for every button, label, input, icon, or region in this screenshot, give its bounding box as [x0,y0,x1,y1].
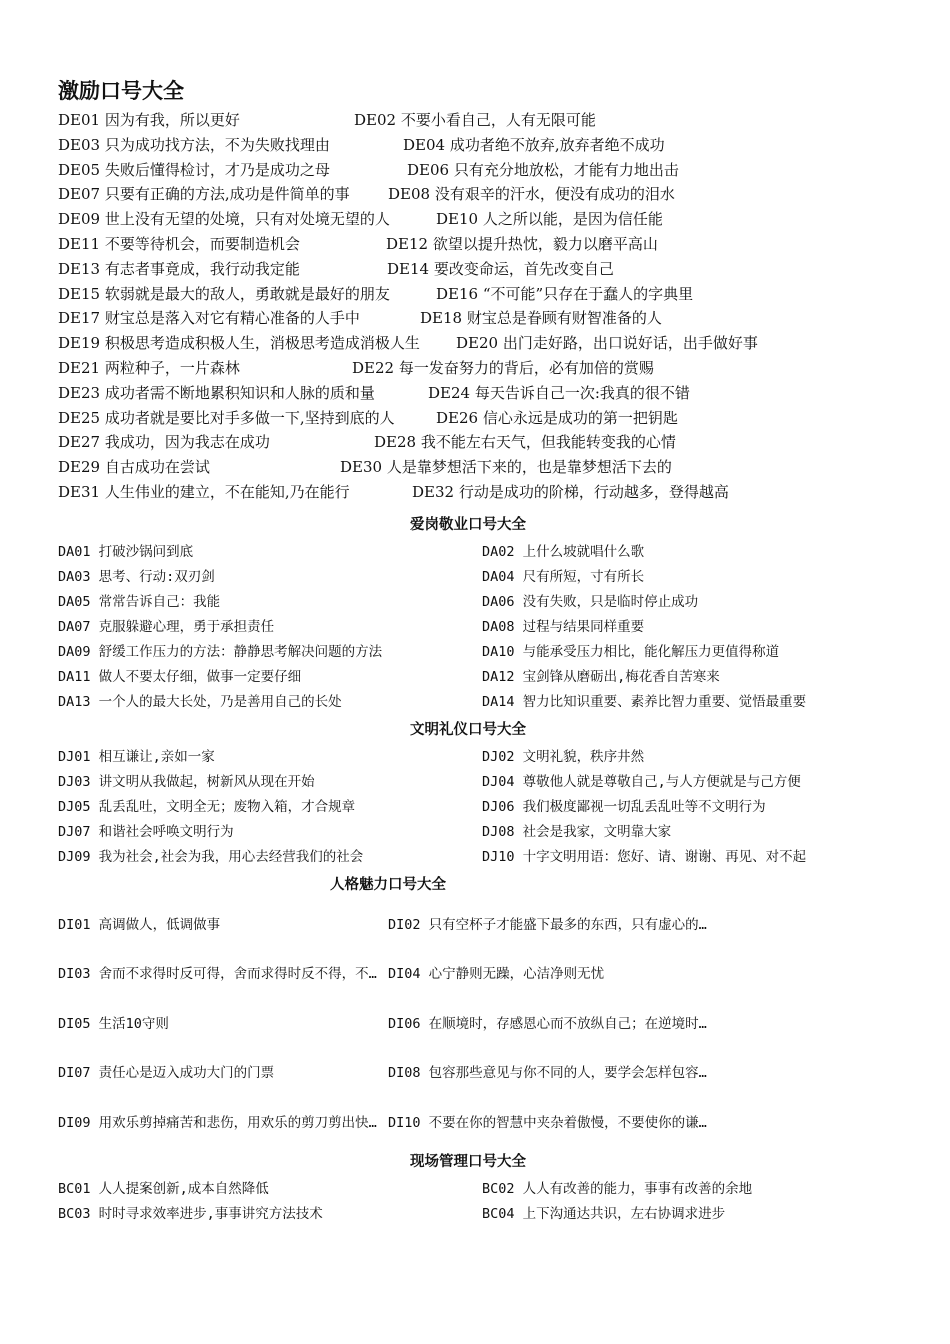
slogan-item: DE12 欲望以提升热忱，毅力以磨平高山 [386,234,658,253]
slogan-item: DJ02 文明礼貌，秩序井然 [482,748,645,765]
slogan-item: BC02 人人有改善的能力，事事有改善的余地 [482,1181,753,1198]
slogan-item: DE21 两粒种子，一片森林 [58,358,240,377]
slogan-item: DE14 要改变命运，首先改变自己 [387,259,614,278]
slogan-item: BC01 人人提案创新,成本自然降低 [58,1181,269,1198]
slogan-item: DJ08 社会是我家，文明靠大家 [482,823,672,840]
slogan-row [58,455,878,480]
slogan-row [58,540,878,565]
table-row [58,949,878,999]
slogan-row [58,331,878,356]
slogan-row [58,108,878,133]
slogan-item: DA07 克服躲避心理，勇于承担责任 [58,618,275,635]
renge-slogan-table [58,900,878,1148]
slogan-row [58,690,878,715]
motivation-slogan-list [58,108,878,505]
slogan-item: DE09 世上没有无望的处境，只有对处境无望的人 [58,210,390,229]
slogan-item: DA09 舒缓工作压力的方法：静静思考解决问题的方法 [58,643,383,660]
table-row [58,900,878,950]
slogan-item: DJ09 我为社会,社会为我，用心去经营我们的社会 [58,848,364,865]
section-title-aigang: 爱岗敬业口号大全 [410,516,526,533]
slogan-item: DA02 上什么坡就唱什么歌 [482,543,645,560]
slogan-item: DJ01 相互谦让,亲如一家 [58,748,215,765]
slogan-item: DJ03 讲文明从我做起，树新风从现在开始 [58,773,315,790]
slogan-item: DE22 每一发奋努力的背后，必有加倍的赏赐 [352,358,654,377]
slogan-item: DI05 生活10守则 [58,1015,169,1032]
slogan-item: DE16 “不可能”只存在于蠢人的字典里 [436,284,694,303]
slogan-row [58,745,878,770]
slogan-row [58,306,878,331]
slogan-item: DE24 每天告诉自己一次:我真的很不错 [428,383,690,402]
slogan-item: DE27 我成功，因为我志在成功 [58,433,270,452]
slogan-item: DI08 包容那些意见与你不同的人，要学会怎样包容… [388,1065,707,1081]
slogan-item: DA05 常常告诉自己：我能 [58,593,221,610]
slogan-item: BC03 时时寻求效率进步,事事讲究方法技术 [58,1206,323,1223]
slogan-item: DE13 有志者事竟成，我行动我定能 [58,259,300,278]
slogan-item: DE06 只有充分地放松，才能有力地出击 [407,160,679,179]
section-title-xianchang: 现场管理口号大全 [410,1154,526,1171]
slogan-item: DE07 只要有正确的方法,成功是件简单的事 [58,185,350,204]
slogan-row [58,770,878,795]
slogan-item: DI10 不要在你的智慧中夹杂着傲慢，不要使你的谦… [388,1114,707,1131]
slogan-item: DA13 一个人的最大长处，乃是善用自己的长处 [58,693,342,710]
table-cell [58,900,383,950]
slogan-item: DE10 人之所以能，是因为信任能 [436,210,663,229]
slogan-row [58,182,878,207]
slogan-row [58,590,878,615]
section-title-wenming: 文明礼仪口号大全 [410,721,526,738]
slogan-item: DA10 与能承受压力相比，能化解压力更值得称道 [482,643,780,660]
slogan-row [58,640,878,665]
slogan-item: DI06 在顺境时，存感恩心而不放纵自己；在逆境时… [388,1015,707,1032]
aigang-slogan-grid [58,540,878,715]
slogan-item: DE19 积极思考造成积极人生，消极思考造成消极人生 [58,334,420,353]
slogan-row [58,282,878,307]
page-title: 激励口号大全 [58,79,184,103]
slogan-row [58,207,878,232]
slogan-row [58,232,878,257]
slogan-row [58,158,878,183]
slogan-item: DA11 做人不要太仔细，做事一定要仔细 [58,668,302,685]
xianchang-slogan-grid [58,1177,878,1227]
table-cell [388,949,718,999]
slogan-item: DI03 舍而不求得时反可得，舍而求得时反不得，不… [58,966,377,982]
slogan-item: DJ04 尊敬他人就是尊敬自己,与人方便就是与己方便 [482,773,801,790]
slogan-item: DI09 用欢乐剪掉痛苦和悲伤，用欢乐的剪刀剪出快… [58,1114,377,1131]
slogan-row [58,665,878,690]
slogan-item: DA06 没有失败，只是临时停止成功 [482,593,699,610]
slogan-row [58,1177,878,1202]
table-cell [388,999,718,1049]
slogan-row [58,1202,878,1227]
slogan-item: DA14 智力比知识重要、素养比智力重要、觉悟最重要 [482,693,807,710]
slogan-row [58,845,878,870]
slogan-item: DE17 财宝总是落入对它有精心准备的人手中 [58,309,360,328]
slogan-item: DE03 只为成功找方法，不为失败找理由 [58,135,330,154]
slogan-item: DE11 不要等待机会，而要制造机会 [58,234,300,253]
table-cell [58,1048,383,1098]
slogan-item: DE25 成功者就是要比对手多做一下,坚持到底的人 [58,408,395,427]
slogan-row [58,565,878,590]
table-row [58,1098,878,1148]
slogan-item: DE15 软弱就是最大的敌人，勇敢就是最好的朋友 [58,284,390,303]
slogan-item: DE30 人是靠梦想活下来的，也是靠梦想活下去的 [340,458,672,477]
slogan-item: DI07 责任心是迈入成功大门的门票 [58,1065,275,1081]
slogan-item: DE28 我不能左右天气，但我能转变我的心情 [374,433,676,452]
slogan-item: DE02 不要小看自己，人有无限可能 [354,111,596,129]
slogan-item: DJ05 乱丢乱吐，文明全无；废物入箱，才合规章 [58,798,356,815]
slogan-row [58,795,878,820]
slogan-item: DE20 出门走好路，出口说好话，出手做好事 [456,334,758,353]
table-cell [388,1048,718,1098]
slogan-row [58,257,878,282]
table-cell [388,900,718,950]
slogan-item: DE05 失败后懂得检讨，才乃是成功之母 [58,160,330,179]
slogan-item: DE01 因为有我，所以更好 [58,111,240,129]
slogan-item: DA04 尺有所短，寸有所长 [482,568,645,585]
slogan-item: DA03 思考、行动:双刃剑 [58,568,215,585]
slogan-item: DJ10 十字文明用语：您好、请、谢谢、再见、对不起 [482,848,807,865]
slogan-item: DE26 信心永远是成功的第一把钥匙 [436,408,678,427]
slogan-item: DI01 高调做人，低调做事 [58,916,221,933]
slogan-row [58,356,878,381]
slogan-item: DE04 成功者绝不放弃,放弃者绝不成功 [403,135,665,154]
slogan-row [58,820,878,845]
section-title-renge: 人格魅力口号大全 [330,876,446,893]
slogan-row [58,615,878,640]
table-row [58,999,878,1049]
slogan-item: DA12 宝剑锋从磨砺出,梅花香自苦寒来 [482,668,720,685]
slogan-item: DI02 只有空杯子才能盛下最多的东西，只有虚心的… [388,916,707,933]
slogan-row [58,133,878,158]
table-cell [58,999,383,1049]
document-page [58,76,878,1227]
slogan-item: DJ06 我们极度鄙视一切乱丢乱吐等不文明行为 [482,798,766,815]
slogan-item: DE23 成功者需不断地累积知识和人脉的质和量 [58,383,375,402]
slogan-item: DE31 人生伟业的建立，不在能知,乃在能行 [58,482,350,501]
table-cell [388,1098,718,1148]
slogan-row [58,480,878,505]
table-row [58,1048,878,1098]
slogan-row [58,430,878,455]
slogan-item: BC04 上下沟通达共识，左右协调求进步 [482,1206,726,1223]
slogan-item: DJ07 和谐社会呼唤文明行为 [58,823,234,840]
slogan-item: DE29 自古成功在尝试 [58,458,210,477]
slogan-row [58,381,878,406]
slogan-item: DE08 没有艰辛的汗水，便没有成功的泪水 [388,185,675,204]
slogan-item: DE32 行动是成功的阶梯，行动越多，登得越高 [412,482,729,501]
slogan-item: DA01 打破沙锅问到底 [58,543,194,560]
slogan-item: DI04 心宁静则无躁，心洁净则无忧 [388,966,605,982]
slogan-item: DA08 过程与结果同样重要 [482,618,645,635]
slogan-item: DE18 财宝总是眷顾有财智准备的人 [420,309,662,328]
table-cell [58,949,383,999]
wenming-slogan-grid [58,745,878,870]
table-cell [58,1098,383,1148]
slogan-row [58,406,878,431]
